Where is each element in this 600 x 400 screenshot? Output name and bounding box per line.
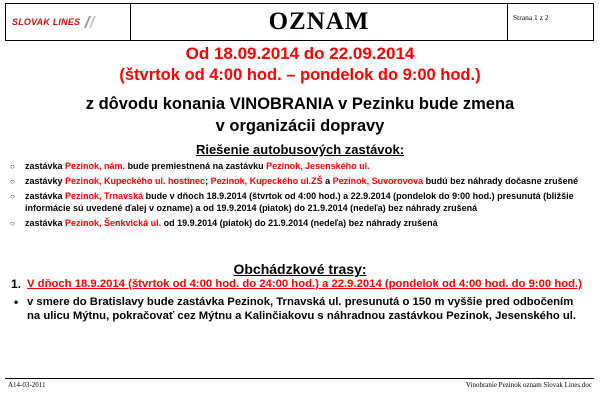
time-range: (štvrtok od 4:00 hod. – pondelok do 9:00 hod.) <box>119 66 481 84</box>
bullet-icon: ○ <box>10 177 15 186</box>
footer-code: A14-03-2011 <box>8 381 46 389</box>
bullet-icon: ○ <box>10 218 15 228</box>
detour-list <box>5 277 585 327</box>
section-heading-detours: Obchádzkové trasy: <box>233 261 367 277</box>
list-item <box>5 295 585 323</box>
reason-line: z dôvodu konania VINOBRANIA v Pezinku bude zmena <box>85 95 515 113</box>
page-number: Strana 1 z 2 <box>513 13 549 22</box>
title-cell <box>131 4 508 40</box>
bullet-icon: ○ <box>10 162 15 171</box>
logo-text: SLOVAK LINES <box>12 17 81 27</box>
section-heading-stops: Riešenie autobusových zastávok: <box>195 142 405 157</box>
logo-cell <box>6 4 131 40</box>
footer-filename: Vinobranie Pezinok oznam Slovak Lines.doc <box>465 381 592 389</box>
slovak-lines-logo <box>12 15 98 29</box>
stops-list <box>5 161 585 233</box>
bullet-icon: • <box>14 295 19 309</box>
list-item: ○ zastávky Pezinok, Kupeckého ul. hostinec; Pezinok, Kupeckého ul.ZŠ a Pezinok, Suvorovova budú bez náhrady dočasne zrušené <box>10 176 579 186</box>
reason-line-2: v organizácii dopravy <box>215 117 385 135</box>
item-number: 1. <box>11 277 22 291</box>
date-range: Od 18.09.2014 do 22.09.2014 <box>185 44 415 63</box>
bullet-icon: ○ <box>10 192 15 201</box>
footer-divider <box>5 378 594 379</box>
list-item <box>5 277 585 291</box>
list-item: ○ zastávka Pezinok, Trnavská bude v dňoch 18.9.2014 (štvrtok od 4:00 hod.) a 22.9.2014 (pondelok do 9:00 hod.) presunutá (bližšie informácie sú uvedené ďalej v ozname) a od 19.9.2014 (piatok) do 21.9.2014 (nedeľa) bez náhrady zrušená <box>10 191 574 213</box>
detour-description: v smere do Bratislavy bude zastávka Pezinok, Trnavská ul. presunutá o 150 m vyššie pred odbočením na ulicu Mýtnu, pokračovať cez Mýtnu a Kalinčiakovu s náhradnou zastávkou Pezinok, Jesenského ul. <box>27 296 577 322</box>
logo-swoosh-icon <box>82 15 98 29</box>
page-title: OZNAM <box>268 8 370 35</box>
list-item: ○ zastávka Pezinok, Šenkvická ul. od 19.9.2014 (piatok) do 21.9.2014 (nedeľa) bez náhrady zrušená <box>10 217 438 228</box>
detour-dates: V dňoch 18.9.2014 (štvrtok od 4:00 hod. do 24:00 hod.) a 22.9.2014 (pondelok od 4:00 hod. do 9:00 hod.) <box>27 278 582 290</box>
document-header <box>5 3 594 41</box>
list-item: ○ zastávka Pezinok, nám. bude premiestnená na zastávku Pezinok, Jesenského ul. <box>10 161 370 171</box>
